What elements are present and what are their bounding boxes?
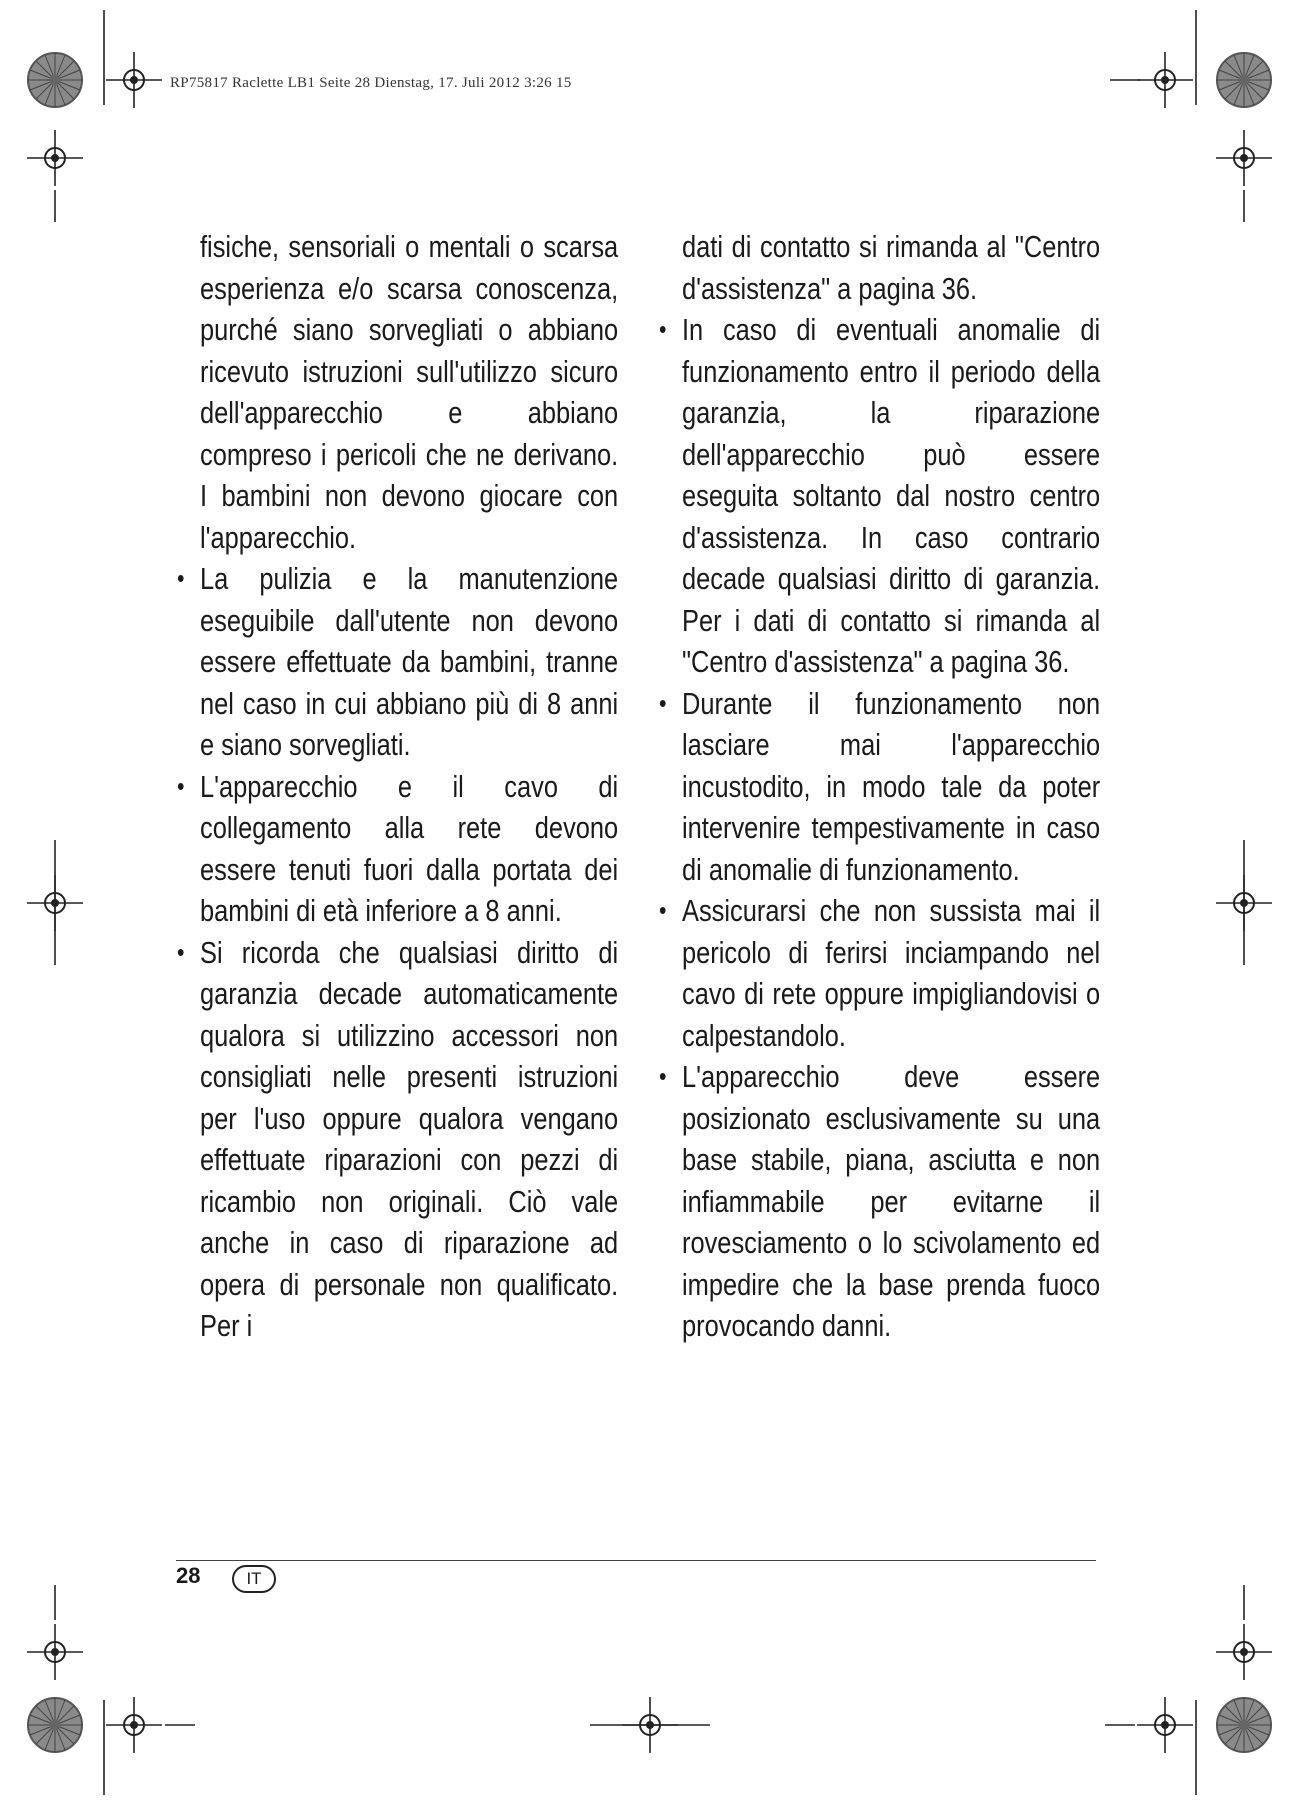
list-item — [177, 558, 619, 766]
bullet-icon: • — [659, 687, 667, 718]
page-number: 28 — [176, 1563, 201, 1588]
bullet-icon: • — [177, 770, 185, 801]
list-item — [659, 1056, 1101, 1347]
left-intro-paragraph: fisiche, sensoriali o mentali o scarsa esperienza e/o scarsa conoscenza, purché siano sorvegliati o abbiano ricevuto istruzioni sull'utilizzo sicuro dell'apparecchio e abbiano compreso i pericoli che ne derivano. I bambini non devono giocare con l'apparecchio. — [200, 229, 619, 555]
list-item — [177, 766, 619, 932]
bullet-icon: • — [177, 936, 185, 967]
language-badge: IT — [232, 1565, 276, 1593]
list-item-text: L'apparecchio e il cavo di collegamento alla rete devono essere tenuti fuori dalla portata dei bambini di età inferiore a 8 anni. — [200, 768, 619, 928]
bullet-icon: • — [659, 895, 667, 925]
list-item-text: La pulizia e la manutenzione eseguibile dall'utente non devono essere effettuate da bambini, tranne nel caso in cui abbiano più di 8 anni e siano sorvegliati. — [200, 561, 619, 762]
bullet-icon: • — [659, 1061, 667, 1091]
bullet-icon: • — [177, 563, 185, 593]
list-item — [659, 890, 1101, 1056]
list-item-text: In caso di eventuali anomalie di funzionamento entro il periodo della garanzia, la riparazione dell'apparecchio può essere eseguita soltanto dal nostro centro d'assistenza. In caso contrario decade qualsiasi diritto di garanzia. Per i dati di contatto si rimanda al "Centro d'assistenza" a pagina 36. — [682, 312, 1101, 679]
bullet-icon: • — [659, 314, 667, 344]
right-intro-paragraph: dati di contatto si rimanda al "Centro d'assistenza" a pagina 36. — [682, 229, 1101, 306]
list-item — [659, 683, 1101, 891]
list-item-text: Durante il funzionamento non lasciare mai l'apparecchio incustodito, in modo tale da poter intervenire tempestivamente in caso di anomalie di funzionamento. — [682, 685, 1101, 887]
footer-divider — [176, 1560, 1096, 1561]
right-column — [659, 226, 1101, 1347]
list-item-text: L'apparecchio deve essere posizionato esclusivamente su una base stabile, piana, asciutta e non infiammabile per evitarne il rovesciamento o lo scivolamento ed impedire che la base prenda fuoco provocando danni. — [682, 1059, 1101, 1343]
left-column — [177, 226, 619, 1347]
list-item-text: Assicurarsi che non sussista mai il pericolo di ferirsi inciampando nel cavo di rete oppure impigliandovisi o calpestandolo. — [682, 893, 1101, 1053]
list-item-text: Si ricorda che qualsiasi diritto di garanzia decade automaticamente qualora si utilizzino accessori non consigliati nelle presenti istruzioni per l'uso oppure qualora vengano effettuate riparazioni con pezzi di ricambio non originali. Ciò vale anche in caso di riparazione ad opera di personale non qualificato. Per i — [200, 934, 619, 1343]
print-slug: RP75817 Raclette LB1 Seite 28 Dienstag, 17. Juli 2012 3:26 15 — [170, 75, 572, 91]
list-item — [659, 309, 1101, 683]
list-item — [177, 932, 619, 1347]
